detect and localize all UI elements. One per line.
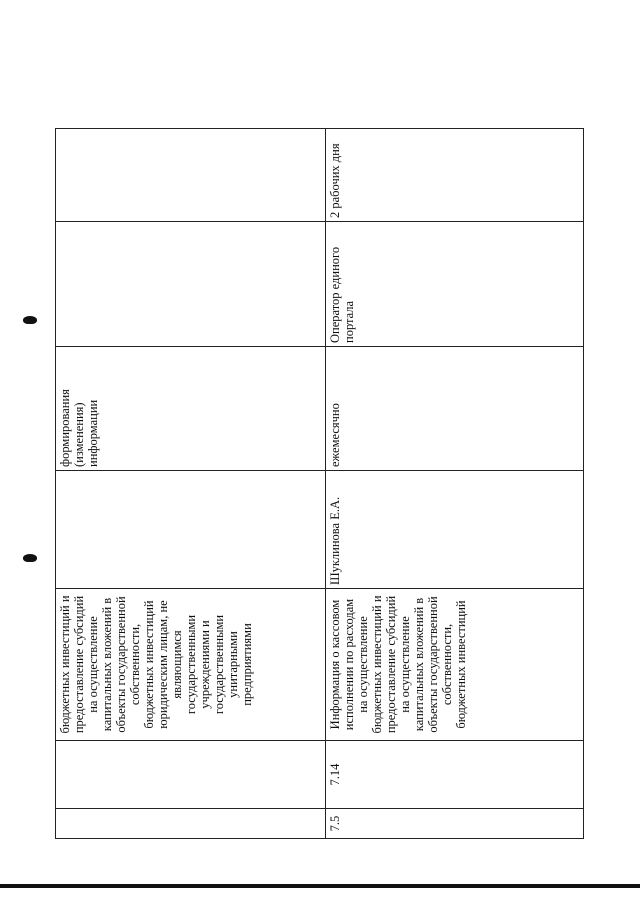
cell-periodicity: ежемесячно xyxy=(326,347,584,471)
table-row-continued xyxy=(56,129,326,839)
binder-hole-mark-bottom xyxy=(23,554,37,562)
bottom-scan-border xyxy=(0,884,640,888)
cell-deadline: 2 рабочих дня xyxy=(326,129,584,222)
cell-name: бюджетных инвестиций и предоставление субсидий на осуществление капитальных вложений в объекты государственной собственности, бюджетных инвестиций юридическим лицам, не являющимся государственными учреждениями и государственными унитарными предприятиями xyxy=(56,589,326,741)
cell-responsible: Шуклинова Е.А. xyxy=(326,471,584,589)
scan-edge-noise xyxy=(625,40,635,860)
cell-num: 7.5 xyxy=(326,809,584,839)
cell-source: Оператор единого портала xyxy=(326,222,584,347)
cell-code xyxy=(56,741,326,809)
cell-code: 7.14 xyxy=(326,741,584,809)
cell-deadline xyxy=(56,129,326,222)
cell-name: Информация о кассовом исполнении по расходам на осуществление бюджетных инвестиций и предоставление субсидий на осуществление капитальных вложений в объекты государственной собственности, бюджетных инвестиций xyxy=(326,589,584,741)
cell-source xyxy=(56,222,326,347)
table-row-7-5 xyxy=(326,129,584,839)
cell-responsible xyxy=(56,471,326,589)
report-table xyxy=(55,128,584,839)
cell-num xyxy=(56,809,326,839)
cell-periodicity: формирования (изменения) информации xyxy=(56,347,326,471)
binder-hole-mark-top xyxy=(23,316,37,324)
